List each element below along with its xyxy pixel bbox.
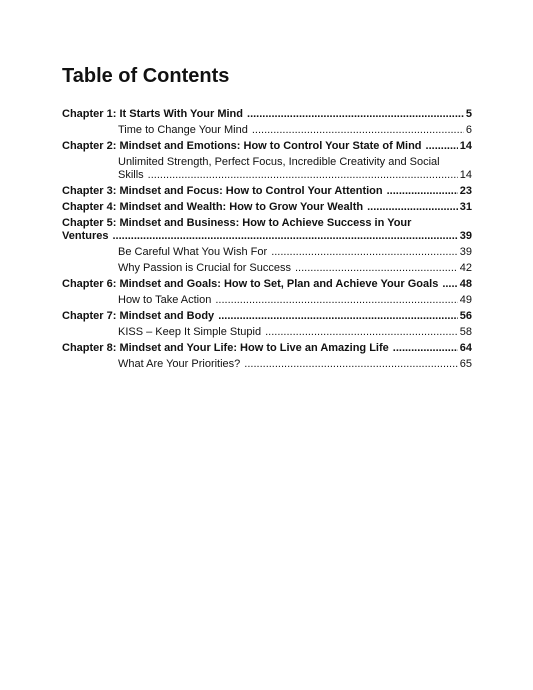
toc-chapter-entry[interactable] — [62, 217, 472, 243]
toc-entry-leader — [62, 140, 472, 153]
toc-entry-label: Chapter 7: Mindset and Body — [62, 310, 215, 322]
toc-entry-label: Chapter 2: Mindset and Emotions: How to Control Your State of Mind — [62, 140, 422, 152]
toc-entry-page-number: 39 — [459, 246, 472, 258]
toc-section-entry[interactable] — [62, 156, 472, 182]
toc-entry-label: Why Passion is Crucial for Success — [118, 262, 291, 274]
toc-list — [62, 108, 472, 371]
toc-entry-label: Chapter 4: Mindset and Wealth: How to Grow Your Wealth — [62, 201, 364, 213]
toc-entry-leader — [62, 108, 472, 121]
toc-section-entry[interactable] — [62, 358, 472, 371]
toc-entry-label: What Are Your Priorities? — [118, 358, 241, 370]
toc-entry-label: Chapter 5: Mindset and Business: How to Achieve Success in Your Ventures — [62, 217, 412, 242]
toc-chapter-entry[interactable] — [62, 342, 472, 355]
toc-entry-label: How to Take Action — [118, 294, 212, 306]
toc-entry-leader — [118, 124, 472, 137]
toc-title: Table of Contents — [62, 65, 230, 87]
toc-section-entry[interactable] — [62, 262, 472, 275]
toc-entry-label: Chapter 6: Mindset and Goals: How to Set, Plan and Achieve Your Goals — [62, 278, 439, 290]
toc-entry-label: Chapter 8: Mindset and Your Life: How to Live an Amazing Life — [62, 342, 389, 354]
toc-chapter-entry[interactable] — [62, 310, 472, 323]
toc-entry-leader — [62, 310, 472, 323]
toc-entry-label: Time to Change Your Mind — [118, 124, 248, 136]
toc-entry-page-number: 31 — [459, 201, 472, 213]
toc-entry-page-number: 58 — [459, 326, 472, 338]
toc-chapter-entry[interactable] — [62, 201, 472, 214]
toc-entry-page-number: 6 — [465, 124, 472, 136]
document-page — [62, 64, 472, 374]
toc-entry-leader — [62, 278, 472, 291]
toc-entry-label: KISS – Keep It Simple Stupid — [118, 326, 262, 338]
toc-entry-leader — [118, 156, 472, 182]
toc-entry-leader — [118, 358, 472, 371]
toc-entry-label: Chapter 3: Mindset and Focus: How to Control Your Attention — [62, 185, 383, 197]
toc-entry-label: Unlimited Strength, Perfect Focus, Incredible Creativity and Social Skills — [118, 156, 440, 181]
toc-entry-leader — [118, 262, 472, 275]
toc-section-entry[interactable] — [62, 294, 472, 307]
toc-entry-page-number: 23 — [459, 185, 472, 197]
toc-section-entry[interactable] — [62, 326, 472, 339]
toc-section-entry[interactable] — [62, 124, 472, 137]
toc-entry-leader — [62, 201, 472, 214]
toc-entry-page-number: 49 — [459, 294, 472, 306]
toc-chapter-entry[interactable] — [62, 278, 472, 291]
toc-entry-page-number: 14 — [459, 169, 472, 181]
toc-entry-leader — [118, 294, 472, 307]
toc-entry-page-number: 65 — [459, 358, 472, 370]
toc-entry-leader — [118, 246, 472, 259]
toc-entry-page-number: 56 — [459, 310, 472, 322]
toc-entry-page-number: 14 — [459, 140, 472, 152]
toc-chapter-entry[interactable] — [62, 108, 472, 121]
toc-entry-page-number: 39 — [459, 230, 472, 242]
toc-section-entry[interactable] — [62, 246, 472, 259]
toc-entry-leader — [62, 185, 472, 198]
toc-chapter-entry[interactable] — [62, 185, 472, 198]
toc-entry-leader — [62, 217, 472, 243]
toc-entry-page-number: 48 — [459, 278, 472, 290]
toc-entry-label: Chapter 1: It Starts With Your Mind — [62, 108, 244, 120]
toc-entry-leader — [118, 326, 472, 339]
toc-entry-page-number: 64 — [459, 342, 472, 354]
toc-entry-page-number: 5 — [465, 108, 472, 120]
toc-entry-leader — [62, 342, 472, 355]
toc-entry-label: Be Careful What You Wish For — [118, 246, 268, 258]
toc-chapter-entry[interactable] — [62, 140, 472, 153]
toc-entry-page-number: 42 — [459, 262, 472, 274]
